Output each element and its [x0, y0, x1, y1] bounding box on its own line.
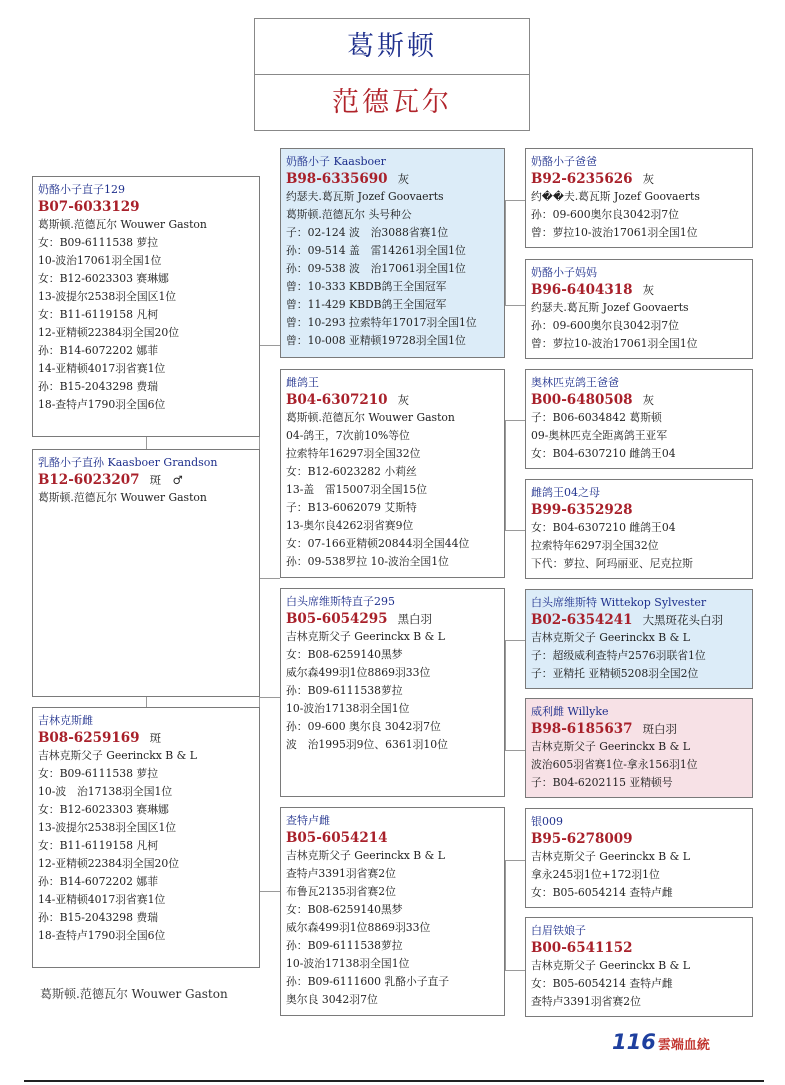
connector-line — [505, 860, 525, 861]
ring-number: B08-6259169 斑 — [38, 730, 162, 746]
pedigree-line: 布鲁瓦2135羽省赛2位 — [286, 885, 396, 898]
pedigree-line: 孙：09-514 盖 雷14261羽全国1位 — [286, 244, 466, 257]
pedigree-line: 葛斯顿.范德瓦尔 Wouwer Gaston — [38, 218, 207, 231]
pedigree-line: 孙：B14-6072202 娜菲 — [38, 875, 159, 888]
connector-line — [505, 200, 506, 305]
pedigree-line: 曾：10-293 拉索特年17017羽全国1位 — [286, 316, 477, 329]
pedigree-line: 拿永245羽1位+172羽1位 — [531, 868, 660, 881]
ring-number: B04-6307210 灰 — [286, 392, 410, 408]
pedigree-line: 曾：萝拉10-波治17061羽全国1位 — [531, 337, 698, 350]
ring-number: B00-6480508 灰 — [531, 392, 655, 408]
pedigree-line: 10-波治17138羽全国1位 — [286, 957, 410, 970]
pedigree-line: 查特卢3391羽省赛2位 — [531, 995, 641, 1008]
pigeon-name: 白头席维斯特直子295 — [286, 595, 395, 608]
pigeon-name: 奶酪小子爸爸 — [531, 155, 597, 168]
pedigree-line: 孙：B15-2043298 费瑞 — [38, 911, 159, 924]
brand-logo — [612, 1030, 722, 1056]
pigeon-name: 查特卢雌 — [286, 814, 330, 827]
pigeon-card-geerinckx-hen — [32, 707, 260, 968]
ring-number: B92-6235626 灰 — [531, 171, 655, 187]
ring-number: B00-6541152 — [531, 940, 633, 956]
pedigree-line: 女：B09-6111538 萝拉 — [38, 236, 159, 249]
pedigree-line: 12-亚精顿22384羽全国20位 — [38, 326, 180, 339]
pigeon-name: 威利雌 Willyke — [531, 705, 609, 718]
ring-number: B05-6054295 黑白羽 — [286, 611, 433, 627]
pedigree-line: 18-查特卢1790羽全国6位 — [38, 398, 166, 411]
pigeon-card-queen — [280, 369, 505, 578]
pedigree-line: 曾：11-429 KBDB鸽王全国冠军 — [286, 298, 447, 311]
pigeon-card-chartres-hen — [280, 807, 505, 1016]
pedigree-line: 09-奥林匹克全距离鸽王亚军 — [531, 429, 668, 442]
pigeon-name: 白眉铁娘子 — [531, 924, 586, 937]
connector-line — [259, 697, 280, 698]
pigeon-name: 奶酪小子 Kaasboer — [286, 155, 386, 168]
pedigree-line: 女：B04-6307210 雌鸽王04 — [531, 447, 676, 460]
owner-last-name: 范德瓦尔 — [332, 87, 452, 118]
connector-line — [259, 578, 280, 579]
pigeon-name: 奶酪小子直子129 — [38, 183, 125, 196]
pedigree-line: 女：B05-6054214 查特卢雌 — [531, 886, 673, 899]
breeder-signature: 葛斯顿.范德瓦尔 Wouwer Gaston — [40, 987, 228, 1001]
pigeon-name: 奥林匹克鸽王爸爸 — [531, 376, 619, 389]
pedigree-line: 葛斯顿.范德瓦尔 Wouwer Gaston — [286, 411, 455, 424]
pedigree-line: 女：B04-6307210 雌鸽王04 — [531, 521, 676, 534]
pedigree-line: 吉林克斯父子 Geerinckx B & L — [38, 749, 197, 762]
pigeon-name: 雌鸽王 — [286, 376, 319, 389]
pedigree-line: 孙：B15-2043298 费瑞 — [38, 380, 159, 393]
pigeon-card-white-brow-lady — [525, 917, 753, 1017]
logo-number: 116 — [612, 1030, 656, 1054]
pedigree-line: 拉索特年6297羽全国32位 — [531, 539, 659, 552]
connector-line — [505, 750, 525, 751]
pedigree-line: 12-亚精顿22384羽全国20位 — [38, 857, 180, 870]
pedigree-line: 波治605羽省赛1位-拿永156羽1位 — [531, 758, 698, 771]
pigeon-card-kaasboer — [280, 148, 505, 358]
pedigree-line: 吉林克斯父子 Geerinckx B & L — [286, 630, 445, 643]
ring-number: B02-6354241 大黑斑花头白羽 — [531, 612, 724, 628]
pedigree-line: 孙：09-538罗拉 10-波治全国1位 — [286, 555, 449, 568]
pedigree-line: 约��夫.葛瓦斯 Jozef Goovaerts — [531, 190, 700, 203]
pedigree-line: 吉林克斯父子 Geerinckx B & L — [531, 631, 690, 644]
pigeon-name: 银009 — [531, 815, 563, 828]
pedigree-line: 女：B08-6259140黑梦 — [286, 648, 403, 661]
ring-number: B12-6023207 斑 ♂ — [38, 472, 183, 488]
pigeon-name: 吉林克斯雌 — [38, 714, 93, 727]
pedigree-line: 子：02-124 波 治3088省赛1位 — [286, 226, 449, 239]
pedigree-line: 约瑟夫.葛瓦斯 Jozef Goovaerts — [531, 301, 689, 314]
pedigree-line: 孙：B09-6111538萝拉 — [286, 939, 403, 952]
ring-number: B07-6033129 — [38, 199, 140, 215]
pedigree-line: 子：B13-6062079 艾斯特 — [286, 501, 417, 514]
ring-number: B99-6352928 — [531, 502, 633, 518]
pedigree-line: 曾：萝拉10-波治17061羽全国1位 — [531, 226, 698, 239]
pedigree-line: 18-查特卢1790羽全国6位 — [38, 929, 166, 942]
pedigree-line: 曾：10-333 KBDB鸽王全国冠军 — [286, 280, 447, 293]
pedigree-line: 14-亚精顿4017羽省赛1位 — [38, 362, 166, 375]
connector-line — [505, 640, 506, 750]
pedigree-line: 吉林克斯父子 Geerinckx B & L — [531, 740, 690, 753]
connector-line — [505, 200, 525, 201]
pedigree-line: 奥尔良 3042羽7位 — [286, 993, 378, 1006]
logo-text: 雲端血統 — [657, 1038, 710, 1053]
pedigree-line: 拉索特年16297羽全国32位 — [286, 447, 421, 460]
connector-line — [505, 860, 506, 970]
pedigree-line: 子：B06-6034842 葛斯顿 — [531, 411, 662, 424]
pedigree-line: 女：07-166亚精顿20844羽全国44位 — [286, 537, 470, 550]
pedigree-line: 下代：萝拉、阿玛丽亚、尼克拉斯 — [531, 557, 693, 570]
pedigree-line: 13-波提尔2538羽全国区1位 — [38, 290, 177, 303]
pedigree-line: 孙：09-600奥尔良3042羽7位 — [531, 208, 679, 221]
pigeon-name: 雌鸽王04之母 — [531, 486, 600, 499]
pigeon-card-kaasboer-mother — [525, 259, 753, 359]
connector-line — [146, 437, 147, 449]
ring-number: B98-6335690 灰 — [286, 171, 410, 187]
pedigree-line: 吉林克斯父子 Geerinckx B & L — [286, 849, 445, 862]
ring-number: B95-6278009 — [531, 831, 633, 847]
pigeon-card-kaasboer-father — [525, 148, 753, 248]
pedigree-line: 10-波 治17138羽全国1位 — [38, 785, 173, 798]
pedigree-line: 女：B05-6054214 查特卢雌 — [531, 977, 673, 990]
pedigree-title-box — [254, 18, 530, 131]
connector-line — [259, 345, 280, 346]
pedigree-line: 吉林克斯父子 Geerinckx B & L — [531, 850, 690, 863]
pigeon-card-subject — [32, 449, 260, 697]
pedigree-line: 孙：09-600 奥尔良 3042羽7位 — [286, 720, 441, 733]
pedigree-line: 威尔森499羽1位8869羽33位 — [286, 921, 431, 934]
connector-line — [259, 891, 280, 892]
connector-line — [505, 420, 525, 421]
connector-line — [505, 530, 525, 531]
ring-number: B98-6185637 斑白羽 — [531, 721, 678, 737]
pedigree-line: 10-波治17061羽全国1位 — [38, 254, 162, 267]
pedigree-line: 威尔森499羽1位8869羽33位 — [286, 666, 431, 679]
pedigree-line: 孙：B14-6072202 娜菲 — [38, 344, 159, 357]
pedigree-line: 13-波提尔2538羽全国区1位 — [38, 821, 177, 834]
connector-line — [505, 305, 525, 306]
pedigree-line: 10-波治17138羽全国1位 — [286, 702, 410, 715]
pedigree-line: 女：B12-6023303 赛琳娜 — [38, 272, 169, 285]
pedigree-line: 子：超级威利查特卢2576羽联省1位 — [531, 649, 706, 662]
pedigree-line: 子：亚精托 亚精顿5208羽全国2位 — [531, 667, 699, 680]
pedigree-line: 吉林克斯父子 Geerinckx B & L — [531, 959, 690, 972]
pigeon-name: 奶酪小子妈妈 — [531, 266, 597, 279]
pedigree-line: 女：B09-6111538 萝拉 — [38, 767, 159, 780]
pedigree-line: 女：B12-6023303 赛琳娜 — [38, 803, 169, 816]
pigeon-card-olympic-father — [525, 369, 753, 469]
pedigree-line: 孙：09-538 波 治17061羽全国1位 — [286, 262, 466, 275]
pigeon-card-wittekop-son-295 — [280, 588, 505, 797]
pedigree-line: 04-鸽王，7次前10%等位 — [286, 429, 410, 442]
pigeon-card-silver-009 — [525, 808, 753, 908]
pedigree-line: 孙：B09-6111600 乳酪小子直子 — [286, 975, 450, 988]
pedigree-line: 子：B04-6202115 亚精顿号 — [531, 776, 673, 789]
pedigree-line: 女：B11-6119158 凡柯 — [38, 839, 159, 852]
pedigree-line: 14-亚精顿4017羽省赛1位 — [38, 893, 166, 906]
pedigree-line: 女：B12-6023282 小莉丝 — [286, 465, 417, 478]
pigeon-card-wittekop-sylvester — [525, 589, 753, 689]
pedigree-line: 波 治1995羽9位、6361羽10位 — [286, 738, 448, 751]
pedigree-line: 女：B11-6119158 凡柯 — [38, 308, 159, 321]
pedigree-line: 葛斯顿.范德瓦尔 Wouwer Gaston — [38, 491, 207, 504]
pedigree-line: 葛斯顿.范德瓦尔 头号种公 — [286, 208, 412, 221]
pedigree-line: 查特卢3391羽省赛2位 — [286, 867, 396, 880]
pedigree-line: 孙：09-600奥尔良3042羽7位 — [531, 319, 679, 332]
pedigree-line: 曾：10-008 亚精顿19728羽全国1位 — [286, 334, 466, 347]
pigeon-card-queen-mother — [525, 479, 753, 579]
pigeon-name: 白头席维斯特 Wittekop Sylvester — [531, 596, 707, 609]
connector-line — [505, 420, 506, 530]
pigeon-name: 乳酪小子直孙 Kaasboer Grandson — [38, 456, 218, 469]
ring-number: B96-6404318 灰 — [531, 282, 655, 298]
pigeon-card-kaasboer-son-129 — [32, 176, 260, 437]
pigeon-card-willyke — [525, 698, 753, 798]
connector-line — [505, 970, 525, 971]
connector-line — [505, 640, 525, 641]
pedigree-line: 13-盖 雷15007羽全国15位 — [286, 483, 428, 496]
pedigree-line: 约瑟夫.葛瓦斯 Jozef Goovaerts — [286, 190, 444, 203]
ring-number: B05-6054214 — [286, 830, 388, 846]
bottom-divider — [24, 1080, 764, 1082]
pedigree-line: 孙：B09-6111538萝拉 — [286, 684, 403, 697]
pedigree-line: 女：B08-6259140黑梦 — [286, 903, 403, 916]
pedigree-line: 13-奥尔良4262羽省赛9位 — [286, 519, 414, 532]
owner-first-name: 葛斯顿 — [255, 19, 529, 75]
connector-line — [146, 697, 147, 707]
